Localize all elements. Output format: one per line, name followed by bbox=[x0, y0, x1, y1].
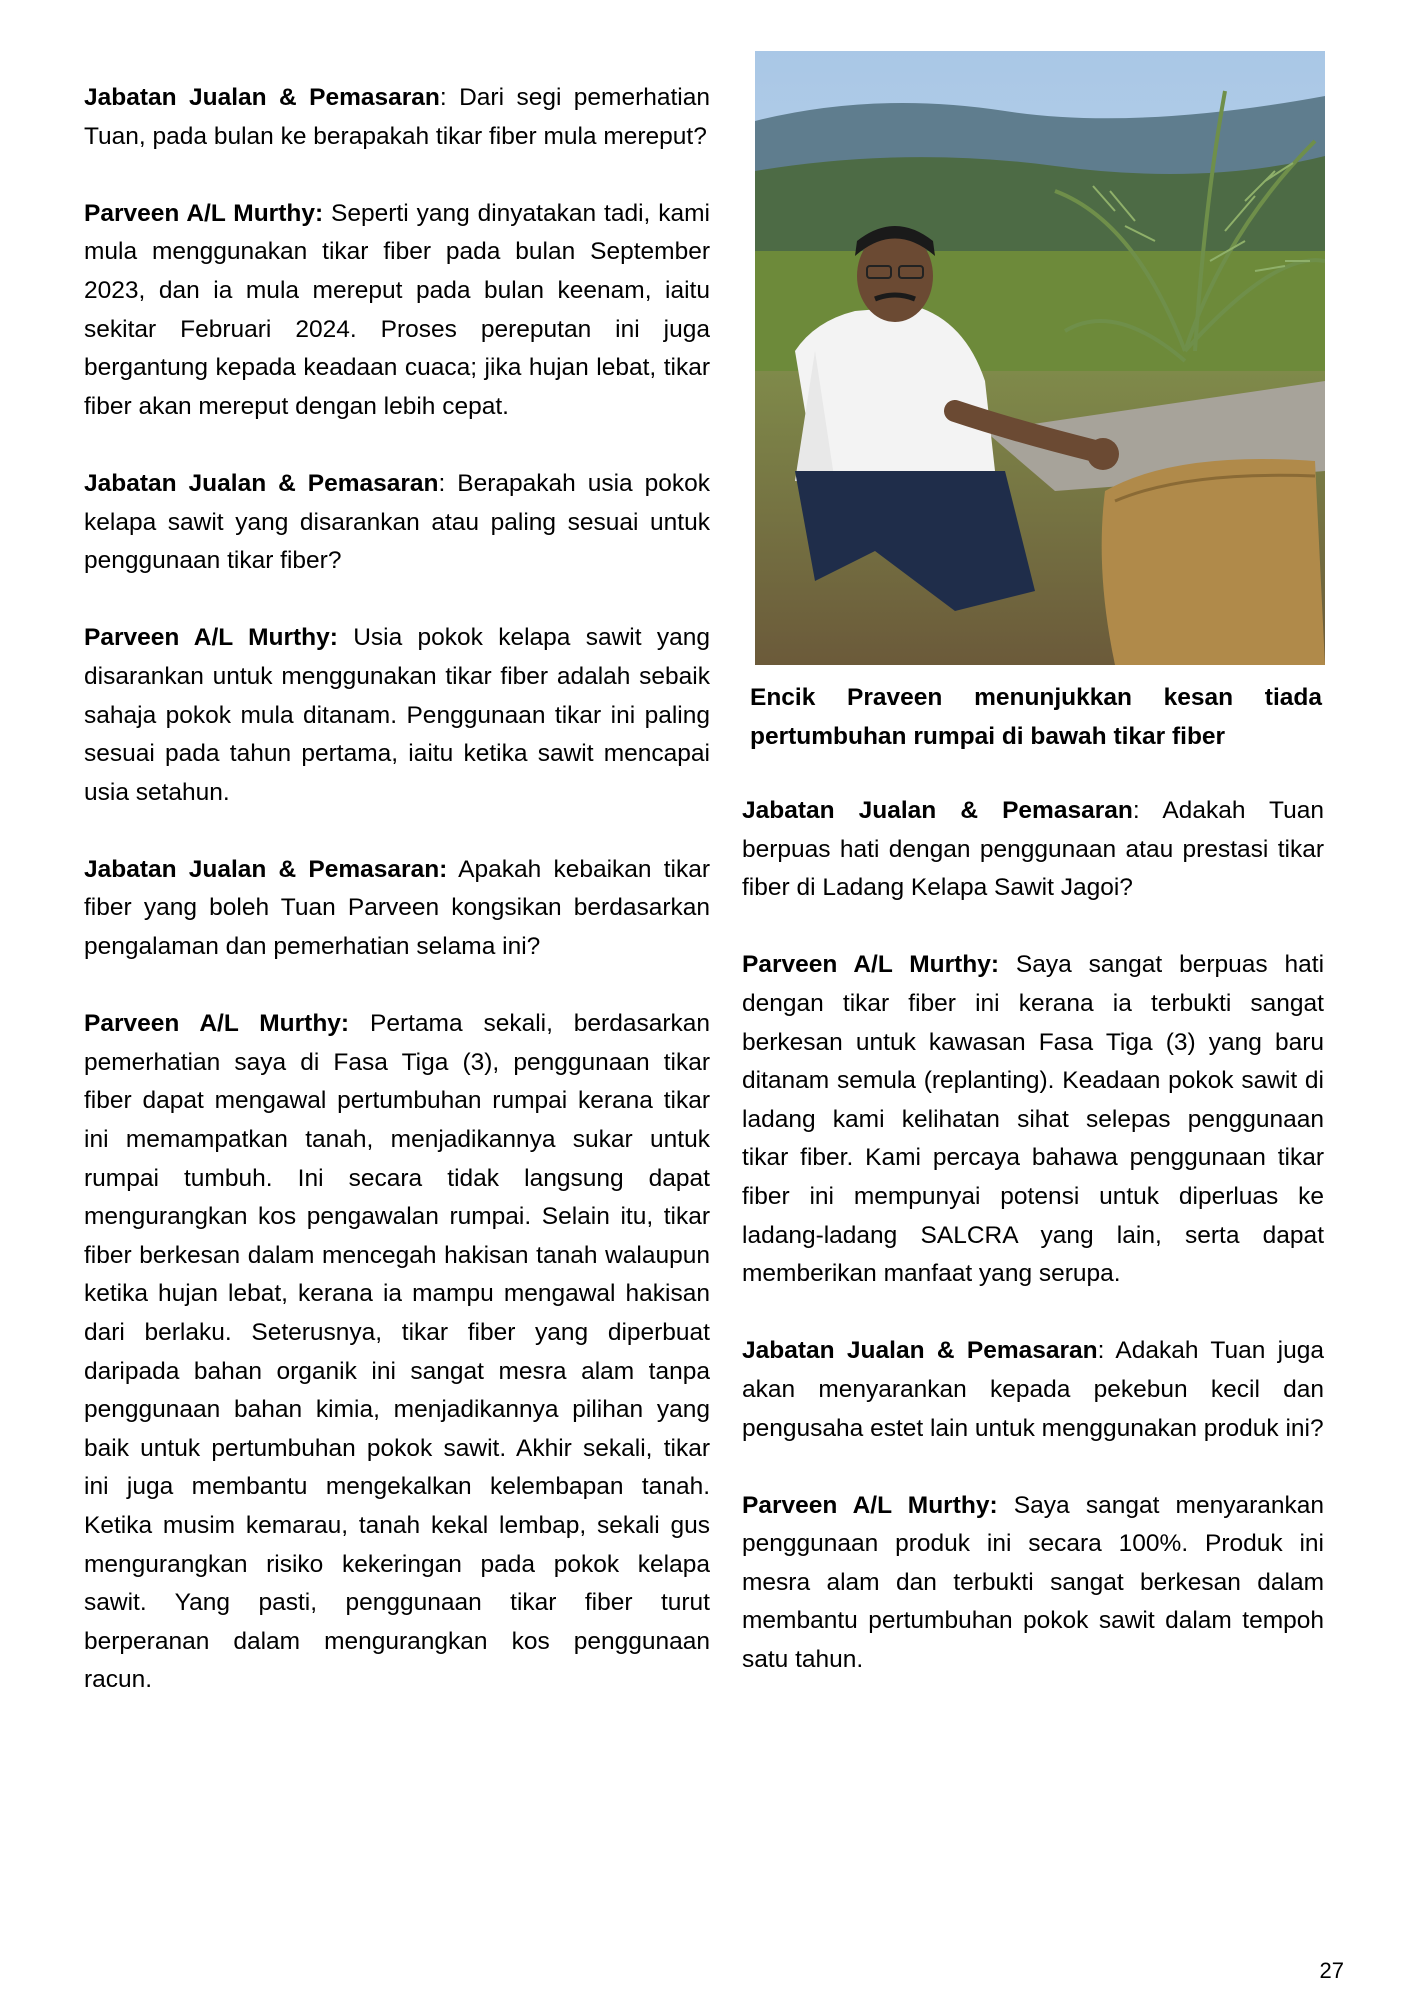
interview-question bbox=[84, 851, 710, 967]
paragraph-text: Adakah Tuan berpuas hati dengan penggunaan atau prestasi tikar fiber di Ladang Kelapa Sawit Jagoi? bbox=[742, 797, 1324, 902]
speaker-name: Jabatan Jualan & Pemasaran bbox=[84, 469, 439, 497]
interview-answer bbox=[742, 946, 1324, 1293]
interview-question: Jabatan Jualan & Pemasaran: Berapakah usia pokok kelapa sawit yang disarankan atau paling sesuai untuk penggunaan tikar fiber? bbox=[84, 469, 711, 575]
interview-photo bbox=[755, 51, 1325, 665]
speaker-name: Parveen A/L Murthy: bbox=[742, 1491, 998, 1519]
speaker-name: Parveen A/L Murthy: bbox=[84, 199, 324, 227]
left-column bbox=[84, 79, 710, 1739]
speaker-name: Parveen A/L Murthy: bbox=[742, 951, 1000, 979]
page-number: 27 bbox=[1319, 1958, 1344, 1983]
paragraph-text: Pertama sekali, berdasarkan pemerhatian saya di Fasa Tiga (3), penggunaan tikar fiber dapat mengawal pertumbuhan rumpai kerana tikar ini memampatkan tanah, menjadikannya sukar untuk rumpai tumbuh. Ini secara tidak langsung dapat mengurangkan kos pengawalan rumpai. Selain itu, tikar fiber berkesan dalam mencegah hakisan tanah walaupun ketika hujan lebat, kerana ia mampu mengawal hakisan dari berlaku. Seterusnya, tikar fiber yang diperbuat daripada bahan organik ini sangat mesra alam tanpa penggunaan bahan kimia, menjadikannya pilihan yang baik untuk pertumbuhan pokok sawit. Akhir sekali, tikar ini juga membantu mengekalkan kelembapan tanah. Ketika musim kemarau, tanah kekal lembap, sekali gus mengurangkan risiko kekeringan pada pokok kelapa sawit. Yang pasti, penggunaan tikar fiber turut berperanan dalam mengurangkan kos penggunaan racun. bbox=[84, 1010, 711, 1694]
interview-answer bbox=[84, 619, 710, 812]
interview-answer bbox=[84, 1005, 710, 1700]
interview-answer bbox=[84, 195, 710, 427]
interview-question: Jabatan Jualan & Pemasaran: Adakah Tuan berpuas hati dengan penggunaan atau prestasi tikar fiber di Ladang Kelapa Sawit Jagoi? bbox=[742, 797, 1324, 902]
speaker-name: Jabatan Jualan & Pemasaran bbox=[84, 84, 440, 111]
paragraph-text: Saya sangat berpuas hati dengan tikar fiber ini kerana ia terbukti sangat berkesan untuk kawasan Fasa Tiga (3) yang baru ditanam semula (replanting). Keadaan pokok sawit di ladang kami kelihatan sihat selepas penggunaan tikar fiber. Kami percaya bahawa penggunaan tikar fiber ini mempunyai potensi untuk diperluas ke ladang-ladang SALCRA yang lain, serta dapat memberikan manfaat yang serupa. bbox=[742, 951, 1325, 1288]
interview-answer bbox=[742, 1487, 1324, 1680]
speaker-name: Parveen A/L Murthy: bbox=[84, 624, 338, 652]
paragraph-text: Saya sangat menyarankan penggunaan produk ini secara 100%. Produk ini mesra alam dan terbukti sangat berkesan dalam membantu pertumbuhan pokok sawit dalam tempoh satu tahun. bbox=[742, 1491, 1324, 1674]
speaker-name: Jabatan Jualan & Pemasaran bbox=[742, 1337, 1098, 1365]
paragraph-text: Berapakah usia pokok kelapa sawit yang disarankan atau paling sesuai untuk penggunaan tikar fiber? bbox=[84, 469, 711, 575]
interview-question: Jabatan Jualan & Pemasaran: Adakah Tuan juga akan menyarankan kepada pekebun kecil dan pengusaha estet lain untuk menggunakan produk ini? bbox=[742, 1337, 1324, 1442]
paragraph-text: Seperti yang dinyatakan tadi, kami mula menggunakan tikar fiber pada bulan September 2023, dan ia mula mereput pada bulan keenam, iaitu sekitar Februari 2024. Proses pereputan ini juga bergantung kepada keadaan cuaca; jika hujan lebat, tikar fiber akan mereput dengan lebih cepat. bbox=[84, 199, 710, 420]
paragraph-text: Adakah Tuan juga akan menyarankan kepada pekebun kecil dan pengusaha estet lain untuk menggunakan produk ini? bbox=[742, 1337, 1324, 1442]
right-column bbox=[742, 792, 1324, 1718]
paragraph-text: Usia pokok kelapa sawit yang disarankan untuk menggunakan tikar fiber adalah sebaik sahaja pokok mula ditanam. Penggunaan tikar ini paling sesuai pada tahun pertama, iaitu ketika sawit mencapai usia setahun. bbox=[84, 624, 710, 806]
paragraph-text: Dari segi pemerhatian Tuan, pada bulan ke berapakah tikar fiber mula mereput? bbox=[84, 84, 710, 150]
speaker-name: Parveen A/L Murthy: bbox=[84, 1010, 350, 1038]
photo-caption: Encik Praveen menunjukkan kesan tiada pertumbuhan rumpai di bawah tikar fiber bbox=[750, 684, 1322, 750]
paragraph-text: Apakah kebaikan tikar fiber yang boleh Tuan Parveen kongsikan berdasarkan pengalaman dan pemerhatian selama ini? bbox=[84, 855, 710, 961]
speaker-name: Jabatan Jualan & Pemasaran bbox=[742, 797, 1133, 824]
interview-question: Jabatan Jualan & Pemasaran: Dari segi pemerhatian Tuan, pada bulan ke berapakah tikar fiber mula mereput? bbox=[84, 84, 710, 150]
speaker-name: Jabatan Jualan & Pemasaran: bbox=[84, 855, 448, 883]
